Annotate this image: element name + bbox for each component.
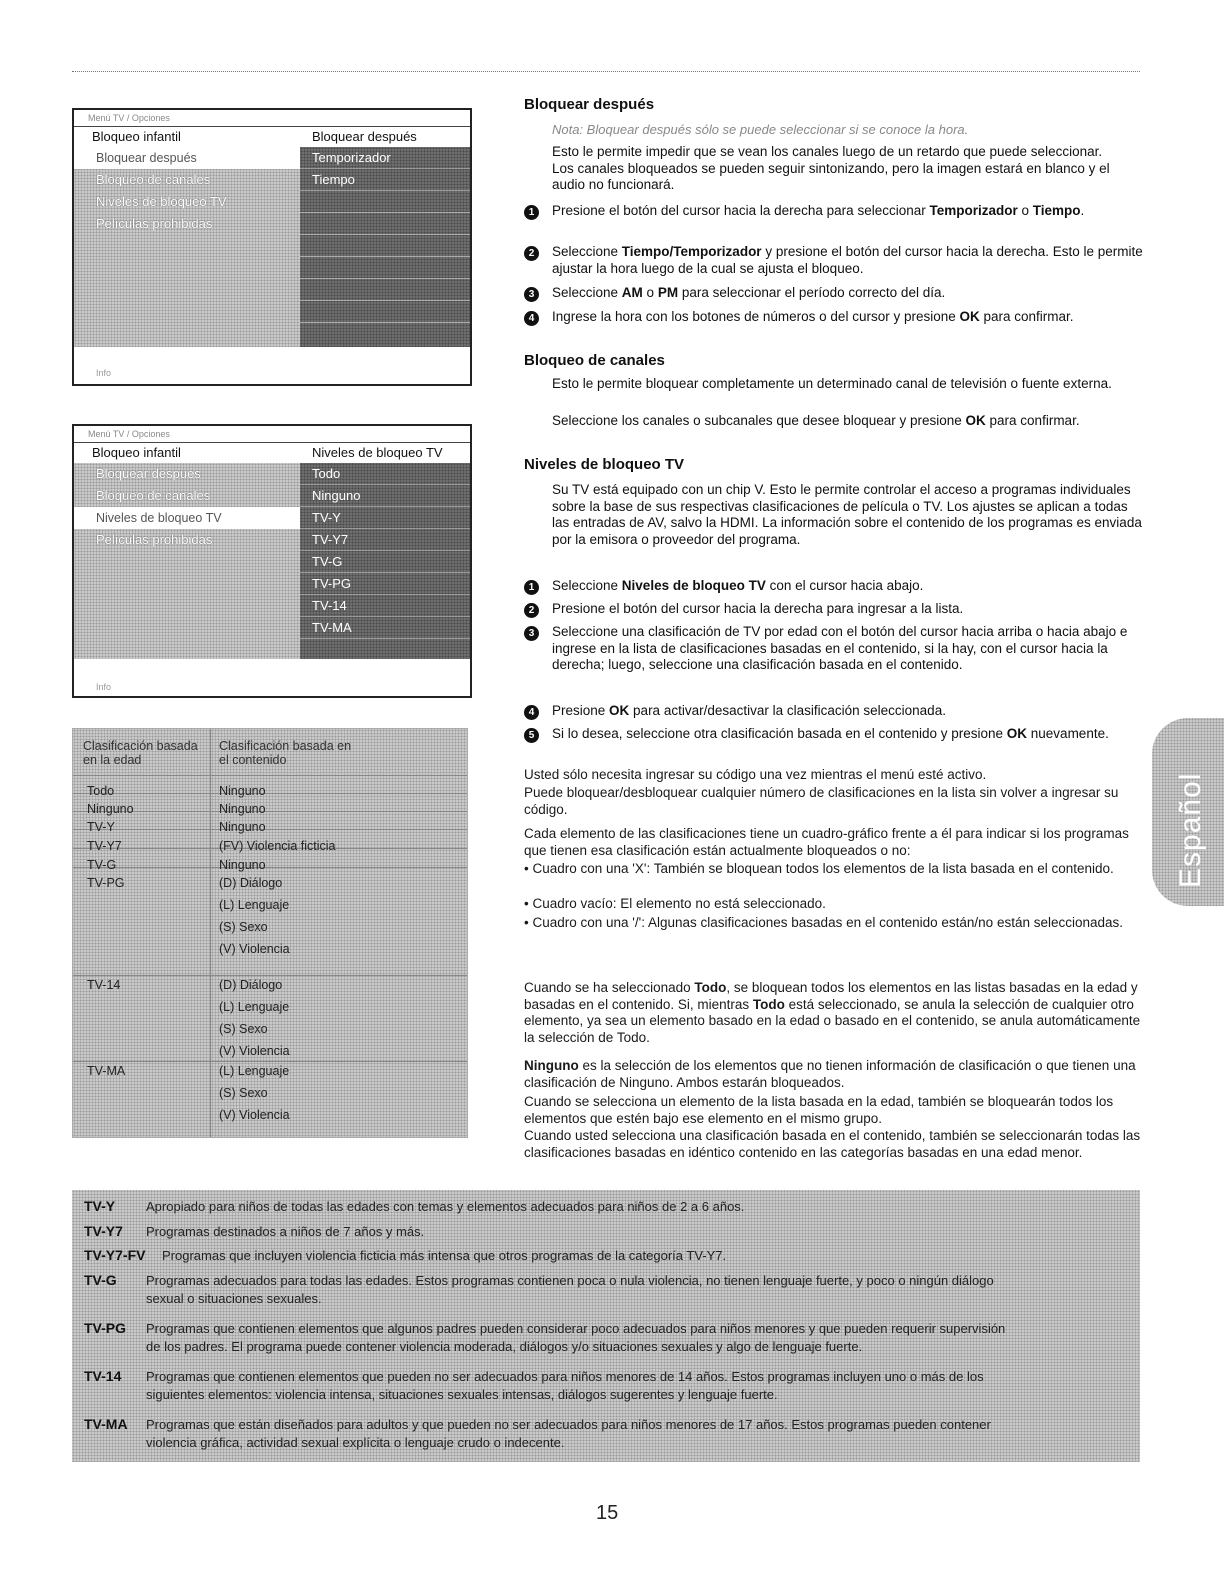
- menu-option-empty: [300, 279, 470, 301]
- step-number-icon: 3: [524, 626, 539, 641]
- paragraph: Usted sólo necesita ingresar su código una vez mientras el menú esté activo.: [524, 767, 987, 782]
- menu-option-tiempo[interactable]: Tiempo: [300, 169, 470, 191]
- def-text: Apropiado para niños de todas las edades con temas y elementos adecuados para niños de 2 a 6 años.: [146, 1199, 745, 1214]
- table-age-cell: TV-Y: [87, 820, 115, 834]
- table-row-line: [73, 1061, 467, 1062]
- step-text: Seleccione AM o PM para seleccionar el período correcto del día.: [552, 285, 946, 300]
- rating-table: [72, 728, 468, 1138]
- bullet-item: • Cuadro con una 'X': También se bloquean todos los elementos de la lista basada en el contenido.: [524, 861, 1114, 876]
- menu-left-list: [74, 463, 300, 659]
- paragraph: Cuando se ha seleccionado Todo, se bloquean todos los elementos en las listas basadas en la edad y basadas en el contenido. Si, mientras Todo está seleccionado, se anula la selección de cualquier otro elemento, ya sea un elemento basado en la edad o basado en el contenido, se anula automáticamente la selección de Todo.: [524, 980, 1141, 1045]
- menu-item-bloqueo-canales[interactable]: Bloqueo de canales: [96, 488, 211, 503]
- section-title-niveles-bloqueo: Niveles de bloqueo TV: [524, 456, 685, 473]
- def-text: de los padres. El programa puede contener violencia moderada, diálogos y/o situaciones sexuales y algo de lenguaje fuerte.: [146, 1339, 863, 1354]
- table-row-line: [73, 975, 467, 976]
- menu-option-empty: [300, 191, 470, 213]
- menu-item-bloquear-despues[interactable]: Bloquear después: [96, 466, 201, 481]
- step-number-icon: 3: [524, 287, 539, 302]
- menu-right-title: Niveles de bloqueo TV: [312, 445, 443, 460]
- menu-item-bloquear-despues[interactable]: Bloquear después: [74, 147, 300, 169]
- paragraph: Cuando se selecciona un elemento de la lista basada en la edad, también se bloquearán todos los elementos que estén bajo ese elemento en el mismo grupo.: [524, 1094, 1114, 1126]
- language-side-tab: [1152, 718, 1224, 906]
- table-content-cell: (S) Sexo: [219, 920, 268, 934]
- table-content-cell: (V) Violencia: [219, 1044, 290, 1058]
- bullet-item: • Cuadro con una '/': Algunas clasificaciones basadas en el contenido están/no están seleccionadas.: [524, 915, 1124, 930]
- section-title-bloquear-despues: Bloquear después: [524, 96, 655, 113]
- menu-item-niveles-bloqueo[interactable]: Niveles de bloqueo TV: [74, 507, 300, 529]
- def-text: Programas que incluyen violencia ficticia más intensa que otros programas de la categoría TV-Y7.: [162, 1248, 727, 1263]
- def-key: TV-Y7: [84, 1223, 123, 1239]
- rating-definitions-box: [72, 1190, 1140, 1462]
- table-content-cell: (FV) Violencia ficticia: [219, 839, 336, 853]
- step-text: Presione OK para activar/desactivar la clasificación seleccionada.: [552, 703, 946, 718]
- table-content-cell: Ninguno: [219, 802, 266, 816]
- table-row-line: [73, 793, 467, 794]
- step-number-icon: 2: [524, 246, 539, 261]
- menu-breadcrumb: Menú TV / Opciones: [74, 110, 470, 127]
- table-content-cell: Ninguno: [219, 858, 266, 872]
- menu-body: [74, 147, 470, 347]
- paragraph: Cuando usted selecciona una clasificación basada en el contenido, también se seleccionarán todas las clasificaciones basadas en idéntico contenido en las categorías basadas en una edad menor.: [524, 1128, 1141, 1160]
- def-key: TV-G: [84, 1272, 117, 1288]
- menu-info-label: Info: [96, 682, 112, 692]
- menu-screen-niveles-bloqueo: [72, 424, 472, 698]
- menu-body: [74, 463, 470, 659]
- step-number-icon: 1: [524, 205, 539, 220]
- table-header-content: Clasificación basada en el contenido: [219, 739, 352, 767]
- menu-left-title: Bloqueo infantil: [92, 445, 181, 460]
- def-text: sexual o situaciones sexuales.: [146, 1291, 322, 1306]
- menu-option-tv-y[interactable]: TV-Y: [300, 507, 470, 529]
- step-number-icon: 2: [524, 603, 539, 618]
- menu-option-tv-ma[interactable]: TV-MA: [300, 617, 470, 639]
- paragraph: Seleccione los canales o subcanales que desee bloquear y presione OK para confirmar.: [552, 413, 1080, 428]
- def-text: Programas que contienen elementos que algunos padres pueden considerar poco adecuados para niños menores y que pueden requerir supervisión: [146, 1321, 1006, 1336]
- step-number-icon: 5: [524, 728, 539, 743]
- paragraph: Puede bloquear/desbloquear cualquier número de clasificaciones en la lista sin volver a ingresar su código.: [524, 785, 1119, 817]
- def-text: violencia gráfica, actividad sexual explícita o lenguaje crudo o indecente.: [146, 1435, 565, 1450]
- menu-left-title: Bloqueo infantil: [92, 129, 181, 144]
- menu-option-empty: [300, 301, 470, 323]
- def-key: TV-14: [84, 1368, 122, 1384]
- menu-option-empty: [300, 235, 470, 257]
- step-number-icon: 1: [524, 580, 539, 595]
- table-content-cell: (S) Sexo: [219, 1022, 268, 1036]
- table-content-cell: (L) Lenguaje: [219, 898, 290, 912]
- language-tab-label: Español: [1174, 772, 1207, 888]
- menu-right-list: [300, 147, 470, 347]
- top-rule: [72, 71, 1140, 72]
- table-age-cell: TV-14: [87, 978, 121, 992]
- menu-header-row: [74, 127, 470, 147]
- bullet-item: • Cuadro vacío: El elemento no está seleccionado.: [524, 896, 826, 911]
- table-content-cell: (D) Diálogo: [219, 876, 283, 890]
- table-content-cell: (V) Violencia: [219, 1108, 290, 1122]
- table-row-line: [73, 775, 467, 776]
- menu-option-tv-pg[interactable]: TV-PG: [300, 573, 470, 595]
- step-text: Seleccione una clasificación de TV por edad con el botón del cursor hacia arriba o hacia abajo e ingrese en la lista de clasificaciones basadas en el contenido, si la hay, con el cursor hacia la derecha; luego, seleccione una clasificación basada en el contenido.: [552, 624, 1128, 672]
- table-age-cell: TV-G: [87, 858, 117, 872]
- step-text: Presione el botón del cursor hacia la derecha para seleccionar Temporizador o Tiempo.: [552, 203, 1085, 218]
- table-content-cell: Ninguno: [219, 820, 266, 834]
- paragraph: Su TV está equipado con un chip V. Esto le permite controlar el acceso a programas individuales sobre la base de sus respectivas clasificaciones de película o TV. Los ajustes se aplican a todas las entradas de AV, salvo la HDMI. La información sobre el contenido de los programas es enviada por la emisora o proveedor del programa.: [552, 482, 1142, 547]
- menu-right-title: Bloquear después: [312, 129, 417, 144]
- def-text: Programas que están diseñados para adultos y que pueden no ser adecuados para niños menores de 17 años. Estos programas pueden contener: [146, 1417, 991, 1432]
- def-text: Programas adecuados para todas las edades. Estos programas contienen poca o nula violencia, no tienen lenguaje fuerte, y poco o ningún diálogo: [146, 1273, 994, 1288]
- step-text: Ingrese la hora con los botones de números o del cursor y presione OK para confirmar.: [552, 309, 1074, 324]
- note-text: Nota: Bloquear después sólo se puede seleccionar si se conoce la hora.: [552, 122, 969, 137]
- def-key: TV-Y: [84, 1198, 116, 1214]
- table-content-cell: (S) Sexo: [219, 1086, 268, 1100]
- menu-breadcrumb: Menú TV / Opciones: [74, 426, 470, 443]
- menu-option-empty: [300, 257, 470, 279]
- paragraph: Esto le permite bloquear completamente un determinado canal de televisión o fuente externa.: [552, 376, 1112, 391]
- def-text: siguientes elementos: violencia intensa, situaciones sexuales intensas, diálogos sugerentes y lenguaje fuerte.: [146, 1387, 778, 1402]
- table-row-line: [73, 829, 467, 830]
- table-age-cell: Ninguno: [87, 802, 134, 816]
- def-key: TV-PG: [84, 1320, 127, 1336]
- section-title-bloqueo-canales: Bloqueo de canales: [524, 352, 665, 369]
- step-number-icon: 4: [524, 705, 539, 720]
- table-column-divider: [210, 729, 211, 1137]
- menu-option-ninguno[interactable]: Ninguno: [300, 485, 470, 507]
- menu-left-list: [74, 147, 300, 347]
- def-key: TV-MA: [84, 1416, 128, 1432]
- menu-right-list: [300, 463, 470, 659]
- step-number-icon: 4: [524, 311, 539, 326]
- def-text: Programas que contienen elementos que pueden no ser adecuados para niños menores de 14 años. Estos programas incluyen uno o más de los: [146, 1369, 984, 1384]
- paragraph: Esto le permite impedir que se vean los canales luego de un retardo que puede seleccionar. Los canales bloqueados se pueden seguir sintonizando, pero la imagen estará en blanco y el audio no funcionará.: [552, 144, 1110, 192]
- menu-item-peliculas-prohibidas[interactable]: Películas prohibidas: [96, 532, 213, 547]
- table-content-cell: (L) Lenguaje: [219, 1000, 290, 1014]
- table-age-cell: TV-Y7: [87, 839, 122, 853]
- table-content-cell: Ninguno: [219, 784, 266, 798]
- menu-option-temporizador[interactable]: Temporizador: [300, 147, 470, 169]
- table-row-line: [73, 867, 467, 868]
- def-text: Programas destinados a niños de 7 años y más.: [146, 1224, 425, 1239]
- paragraph: Ninguno es la selección de los elementos que no tienen información de clasificación o que tienen una clasificación de Ninguno. Ambos estarán bloqueados.: [524, 1058, 1136, 1090]
- page-number: 15: [596, 1502, 619, 1524]
- step-text: Presione el botón del cursor hacia la derecha para ingresar a la lista.: [552, 601, 964, 616]
- paragraph: Cada elemento de las clasificaciones tiene un cuadro-gráfico frente a él para indicar si los programas que tienen esa clasificación están actualmente bloqueados o no:: [524, 826, 1129, 858]
- def-key: TV-Y7-FV: [84, 1247, 146, 1263]
- menu-option-tv-14[interactable]: TV-14: [300, 595, 470, 617]
- menu-option-todo[interactable]: Todo: [300, 463, 470, 485]
- menu-option-tv-g[interactable]: TV-G: [300, 551, 470, 573]
- menu-header-row: [74, 443, 470, 463]
- table-age-cell: TV-MA: [87, 1064, 126, 1078]
- table-content-cell: (L) Lenguaje: [219, 1064, 290, 1078]
- menu-item-peliculas-prohibidas[interactable]: Películas prohibidas: [96, 216, 213, 231]
- menu-info-label: Info: [96, 368, 112, 378]
- table-age-cell: TV-PG: [87, 876, 125, 890]
- step-text: Si lo desea, seleccione otra clasificación basada en el contenido y presione OK nuevamente.: [552, 726, 1109, 741]
- table-header-age: Clasificación basada en la edad: [83, 739, 198, 767]
- step-text: Seleccione Tiempo/Temporizador y presione el botón del cursor hacia la derecha. Esto le permite ajustar la hora luego de la cual se ajusta el bloqueo.: [552, 244, 1143, 276]
- table-content-cell: (V) Violencia: [219, 942, 290, 956]
- menu-item-niveles-bloqueo[interactable]: Niveles de bloqueo TV: [96, 194, 227, 209]
- table-content-cell: (D) Diálogo: [219, 978, 283, 992]
- table-age-cell: Todo: [87, 784, 115, 798]
- menu-screen-bloquear-despues: [72, 108, 472, 386]
- menu-item-bloqueo-canales[interactable]: Bloqueo de canales: [96, 172, 211, 187]
- step-text: Seleccione Niveles de bloqueo TV con el cursor hacia abajo.: [552, 578, 924, 593]
- menu-option-tv-y7[interactable]: TV-Y7: [300, 529, 470, 551]
- menu-option-empty: [300, 213, 470, 235]
